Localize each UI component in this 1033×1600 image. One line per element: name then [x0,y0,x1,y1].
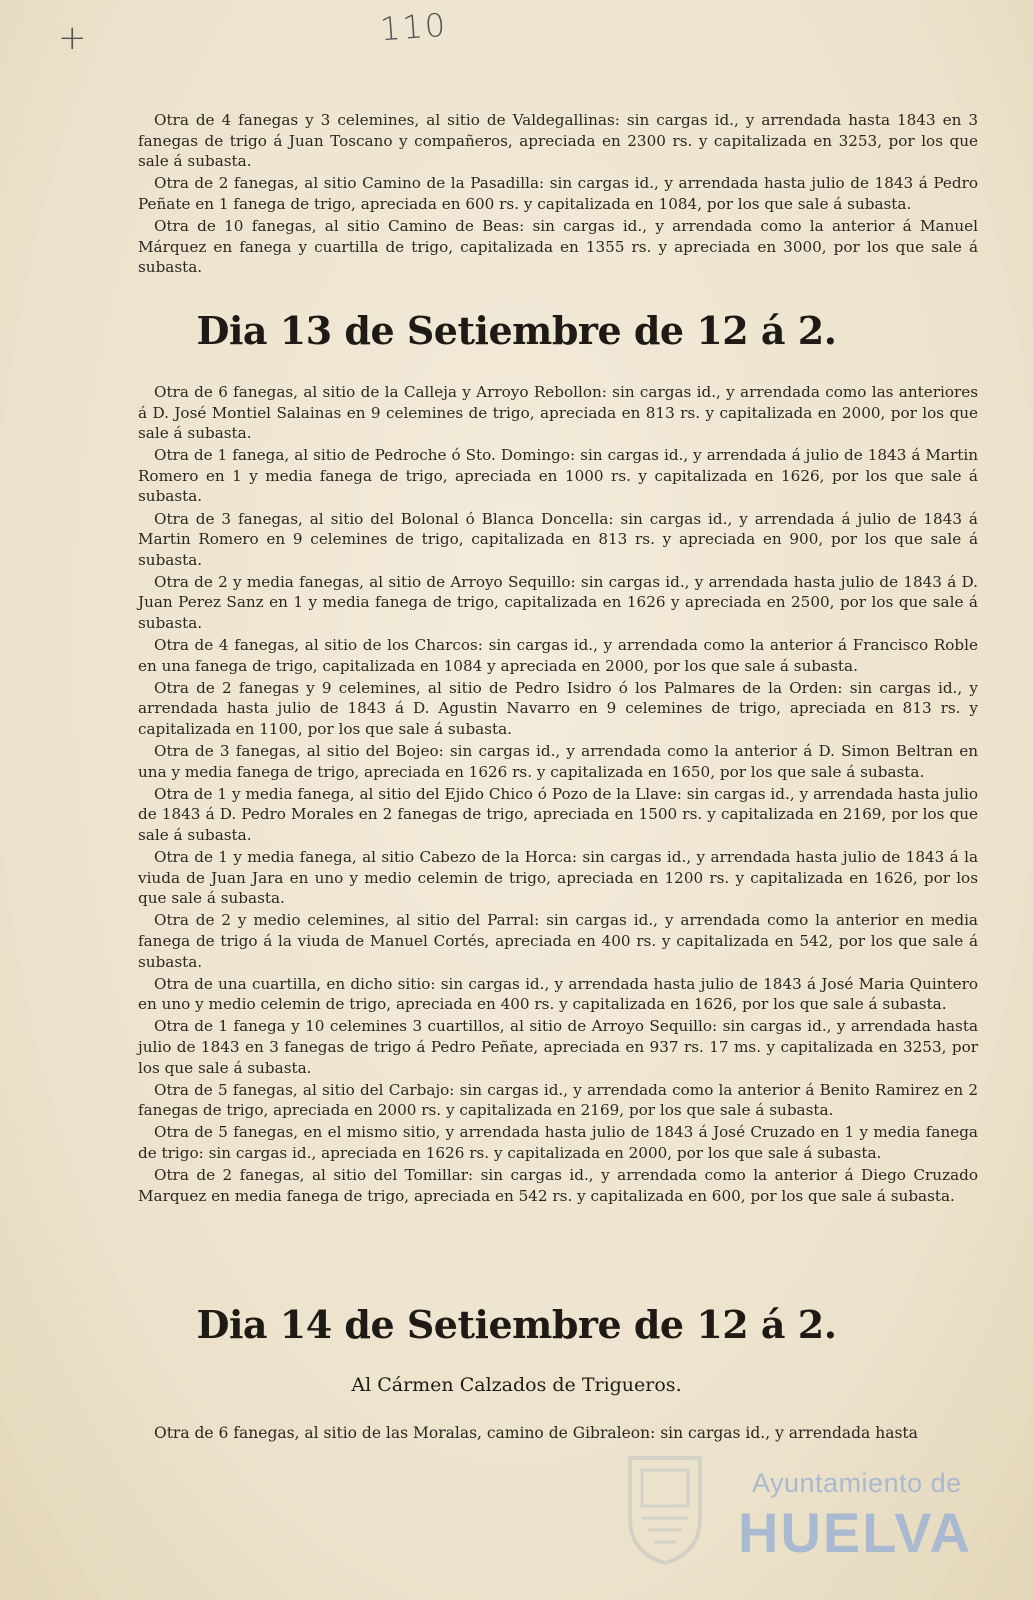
city-crest-watermark-icon [620,1448,710,1566]
listing-paragraph: Otra de una cuartilla, en dicho sitio: sin cargas id., y arrendada hasta julio de 1843 á José Maria Quintero en uno y medio celemin de trigo, apreciada en 400 rs. y capitalizada en 1626, por los que sale á subasta. [138,974,978,1014]
listing-paragraph: Otra de 1 fanega, al sitio de Pedroche ó Sto. Domingo: sin cargas id., y arrendada á julio de 1843 á Martin Romero en 1 y media fanega de trigo, apreciada en 1000 rs. y capitalizada en 1626, por los que sale á subasta. [138,446,978,506]
listing-paragraph: Otra de 2 fanegas y 9 celemines, al sitio de Pedro Isidro ó los Palmares de la Orden: sin cargas id., y arrendada hasta julio de 1843 á D. Agustin Navarro en 9 celemines de trigo, apreciada en 813 rs. y capitalizada en 1100, por los que sale á subasta. [138,678,978,738]
day-13-heading: Dia 13 de Setiembre de 12 á 2. [196,308,837,353]
listing-paragraph: Otra de 2 fanegas, al sitio Camino de la Pasadilla: sin cargas id., y arrendada hasta julio de 1843 á Pedro Peñate en 1 fanega de trigo, apreciada en 600 rs. y capitalizada en 1084, por los que sale á subasta. [138,174,978,213]
listing-paragraph: Otra de 4 fanegas y 3 celemines, al sitio de Valdegallinas: sin cargas id., y arrendada hasta 1843 en 3 fanegas de trigo á Juan Toscano y compañeros, apreciada en 2300 rs. y capitalizada en 3253, por los que sale á subasta. [138,111,978,171]
handwritten-page-number: 110 [378,5,449,49]
listing-paragraph: Otra de 1 fanega y 10 celemines 3 cuartillos, al sitio de Arroyo Sequillo: sin cargas id., y arrendada hasta julio de 1843 en 3 fanegas de trigo á Pedro Peñate, apreciada en 937 rs. 17 ms. y capitalizada en 3253, por los que sale á subasta. [138,1017,978,1077]
listing-paragraph: Otra de 2 y medio celemines, al sitio del Parral: sin cargas id., y arrendada como la anterior en media fanega de trigo á la viuda de Manuel Cortés, apreciada en 400 rs. y capitalizada en 542, por los que sale á subasta. [138,911,978,971]
listing-block-c [138,1423,978,1445]
listing-paragraph: Otra de 5 fanegas, en el mismo sitio, y arrendada hasta julio de 1843 á José Cruzado en 1 y media fanega de trigo: sin cargas id., apreciada en 1626 rs. y capitalizada en 2000, por los que sale á subasta. [138,1123,978,1162]
listing-paragraph: Otra de 6 fanegas, al sitio de la Calleja y Arroyo Rebollon: sin cargas id., y arrendada como las anteriores á D. José Montiel Salainas en 9 celemines de trigo, apreciada en 813 rs. y capitalizada en 2000, por los que sale á subasta. [138,383,978,443]
watermark-line-bottom: HUELVA [738,1501,972,1564]
watermark-line-top: Ayuntamiento de [752,1468,962,1498]
listing-paragraph: Otra de 3 fanegas, al sitio del Bolonal ó Blanca Doncella: sin cargas id., y arrendada á julio de 1843 á Martin Romero en 9 celemines de trigo, capitalizada en 813 rs. y apreciada en 900, por los que sale á subasta. [138,509,978,569]
listing-paragraph: Otra de 2 fanegas, al sitio del Tomillar: sin cargas id., y arrendada como la anterior á Diego Cruzado Marquez en media fanega de trigo, apreciada en 542 rs. y capitalizada en 600, por los que sale á subasta. [138,1165,978,1205]
listing-block-b [138,382,978,1208]
listing-paragraph: Otra de 1 y media fanega, al sitio Cabezo de la Horca: sin cargas id., y arrendada hasta julio de 1843 á la viuda de Juan Jara en uno y medio celemin de trigo, apreciada en 1200 rs. y capitalizada en 1626, por los que sale á subasta. [138,848,978,908]
day-14-heading: Dia 14 de Setiembre de 12 á 2. [196,1302,837,1347]
listing-paragraph: Otra de 5 fanegas, al sitio del Carbajo: sin cargas id., y arrendada como la anterior á Benito Ramirez en 2 fanegas de trigo, apreciada en 2000 rs. y capitalizada en 2169, por los que sale á subasta. [138,1080,978,1120]
listing-paragraph: Otra de 2 y media fanegas, al sitio de Arroyo Sequillo: sin cargas id., y arrendada hasta julio de 1843 á D. Juan Perez Sanz en 1 y media fanega de trigo, capitalizada en 1626 y apreciada en 2500, por los que sale á subasta. [138,572,978,633]
listing-paragraph: Otra de 3 fanegas, al sitio del Bojeo: sin cargas id., y arrendada como la anterior á D. Simon Beltran en una y media fanega de trigo, apreciada en 1626 rs. y capitalizada en 1650, por los que sale á subasta. [138,742,978,781]
listing-paragraph: Otra de 1 y media fanega, al sitio del Ejido Chico ó Pozo de la Llave: sin cargas id., y arrendada hasta julio de 1843 á D. Pedro Morales en 2 fanegas de trigo, apreciada en 1500 rs. y capitalizada en 2169, por los que sale á subasta. [138,784,978,844]
listing-paragraph: Otra de 6 fanegas, al sitio de las Moralas, camino de Gibraleon: sin cargas id., y arrendada hasta [154,1424,918,1442]
section-subheading: Al Cármen Calzados de Trigueros. [351,1374,682,1396]
listing-block-a [138,110,978,279]
listing-paragraph: Otra de 10 fanegas, al sitio Camino de Beas: sin cargas id., y arrendada como la anterior á Manuel Márquez en fanega y cuartilla de trigo, capitalizada en 1355 rs. y apreciada en 3000, por los que sale á subasta. [138,216,978,277]
handwritten-plus-mark: + [58,18,87,58]
listing-paragraph: Otra de 4 fanegas, al sitio de los Charcos: sin cargas id., y arrendada como la anterior á Francisco Roble en una fanega de trigo, capitalizada en 1084 y apreciada en 2000, por los que sale á subasta. [138,636,978,675]
